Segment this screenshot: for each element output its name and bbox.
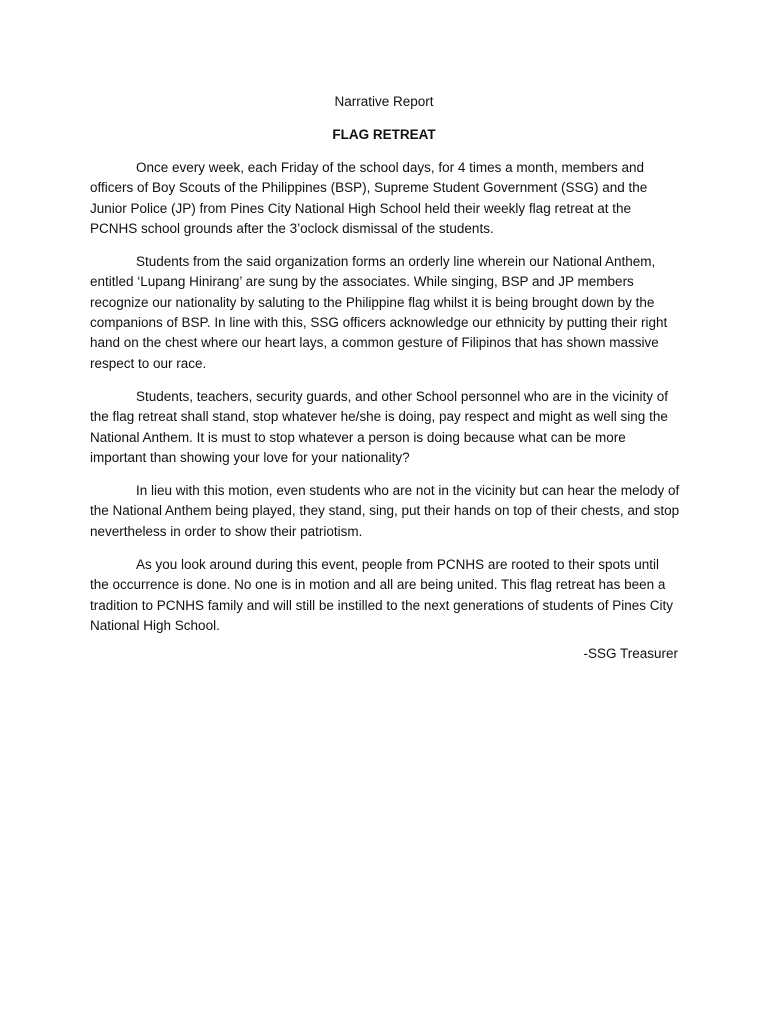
document-type-label: Narrative Report <box>334 94 434 109</box>
paragraph: Once every week, each Friday of the school days, for 4 times a month, members and officers of Boy Scouts of the Philippines (BSP), Supreme Student Government (SSG) and the Junior Police (JP) from Pines City National High School held their weekly flag retreat at the PCNHS school grounds after the 3’oclock dismissal of the students. <box>90 160 648 236</box>
document-title: FLAG RETREAT <box>332 127 436 142</box>
paragraph: Students, teachers, security guards, and other School personnel who are in the vicinity of the flag retreat shall stand, stop whatever he/she is doing, pay respect and might as well sing the National Anthem. It is must to stop whatever a person is doing because what can be more important than showing your love for your nationality? <box>90 388 669 465</box>
paragraph: In lieu with this motion, even students who are not in the vicinity but can hear the melody of the National Anthem being played, they stand, sing, put their hands on top of their chests, and stop nevertheless in order to show their patriotism. <box>90 483 680 539</box>
signature: -SSG Treasurer <box>583 646 678 661</box>
document-body <box>90 158 680 649</box>
paragraph: Students from the said organization forms an orderly line wherein our National Anthem, entitled ‘Lupang Hinirang’ are sung by the associates. While singing, BSP and JP members recognize our nationality by saluting to the Philippine flag whilst it is being brought down by the companions of BSP. In line with this, SSG officers acknowledge our ethnicity by putting their right hand on the chest where our heart lays, a common gesture of Filipinos that has shown massive respect to our race. <box>90 254 668 371</box>
paragraph: As you look around during this event, people from PCNHS are rooted to their spots until the occurrence is done. No one is in motion and all are being united. This flag retreat has been a tradition to PCNHS family and will still be instilled to the next generations of students of Pines City National High School. <box>90 557 674 633</box>
